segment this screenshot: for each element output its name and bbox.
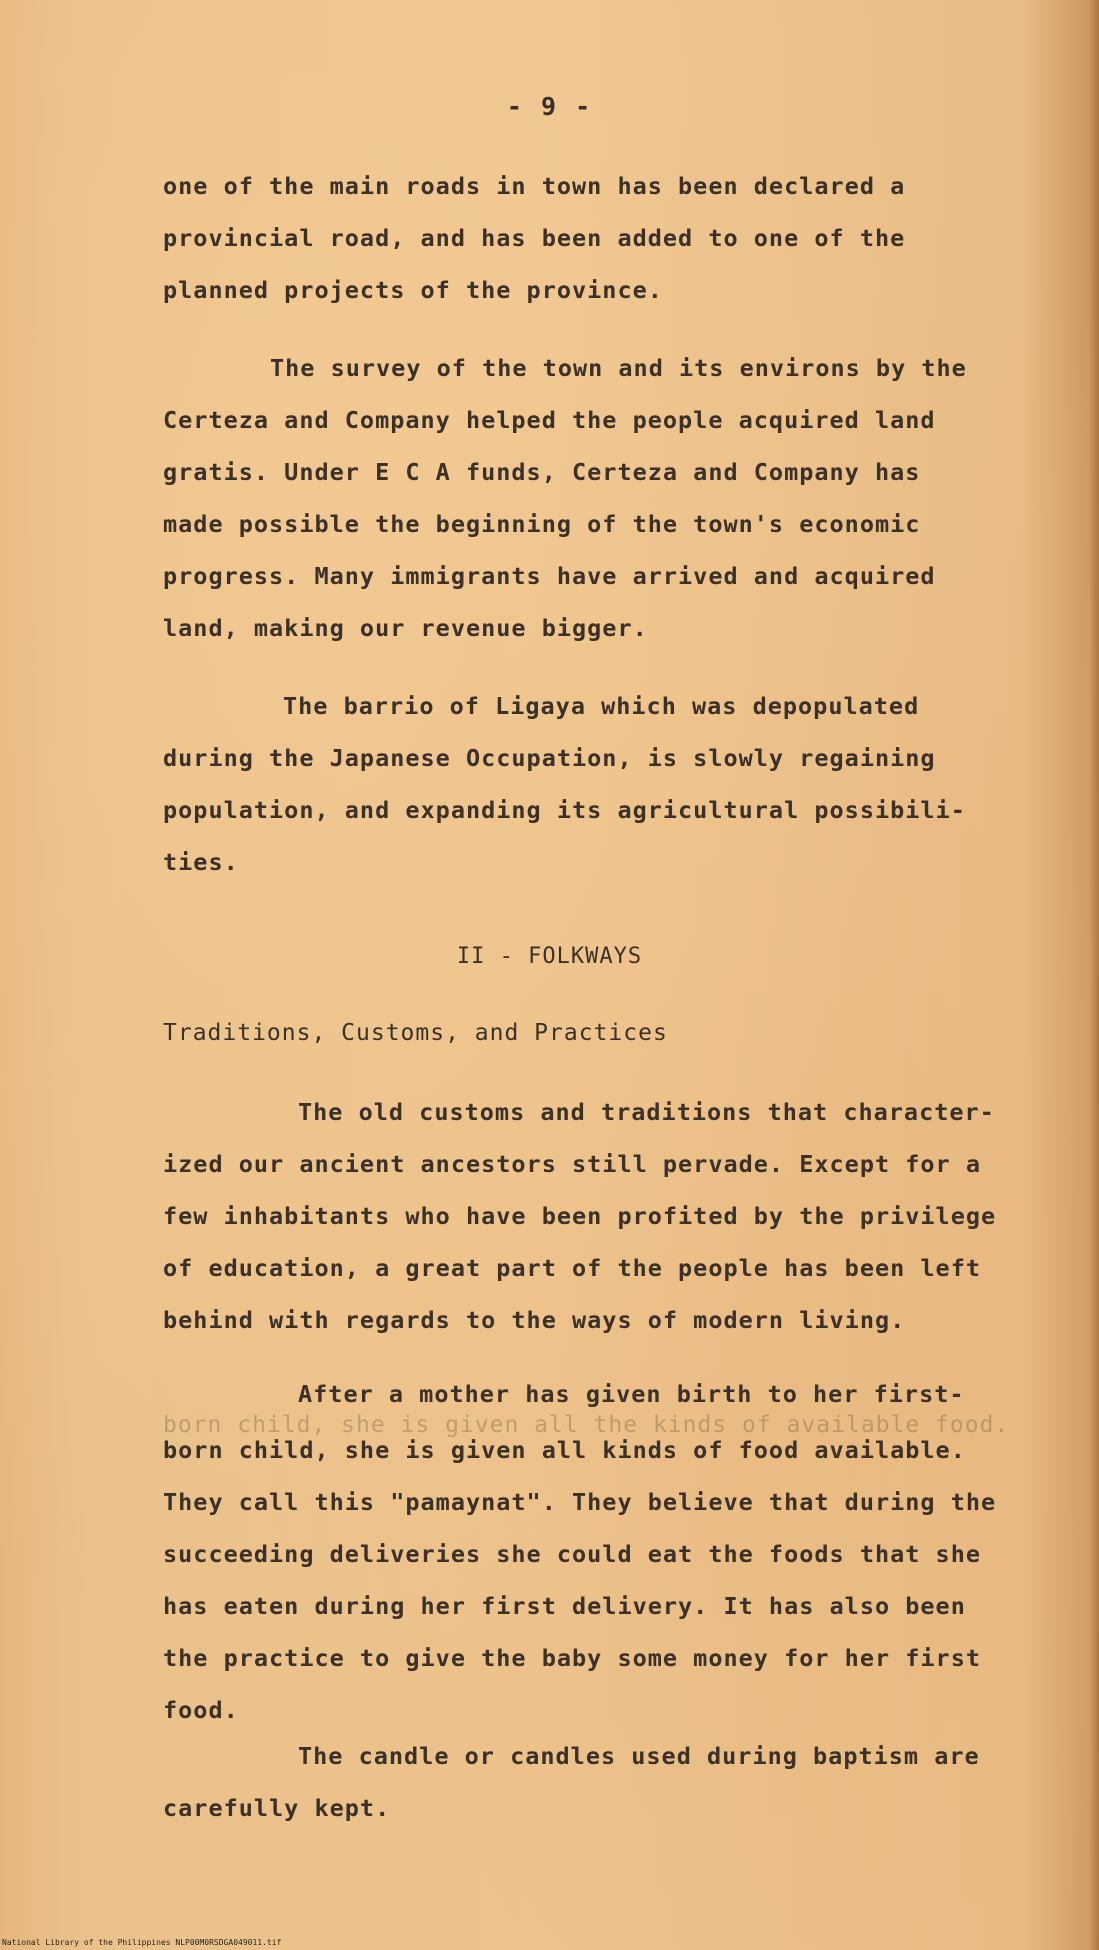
text-line: The old customs and traditions that character- — [298, 1098, 995, 1126]
text-line: The survey of the town and its environs by the — [270, 354, 967, 382]
text-line: behind with regards to the ways of modern living. — [163, 1306, 906, 1334]
subheading: Traditions, Customs, and Practices — [163, 1020, 668, 1046]
page-number: - 9 - — [506, 92, 593, 121]
scan-footer: National Library of the Philippines NLP00M0RSDGA049011.tif — [2, 1938, 282, 1947]
text-line: planned projects of the province. — [163, 276, 663, 304]
page-edge-shadow — [1089, 0, 1099, 1950]
section-heading: II - FOLKWAYS — [456, 944, 643, 969]
text-line: carefully kept. — [163, 1794, 391, 1822]
text-line: the practice to give the baby some money for her first — [163, 1644, 982, 1672]
text-line: They call this "pamaynat". They believe that during the — [163, 1488, 997, 1516]
text-line: The barrio of Ligaya which was depopulated — [283, 692, 920, 720]
text-line: food. — [163, 1696, 239, 1724]
text-line: population, and expanding its agricultural possibili- — [163, 796, 966, 824]
text-line: of education, a great part of the people has been left — [163, 1254, 982, 1282]
text-line: has eaten during her first delivery. It has also been — [163, 1592, 966, 1620]
text-line: land, making our revenue bigger. — [163, 614, 648, 642]
text-line: The candle or candles used during baptism are — [298, 1742, 980, 1770]
text-line: succeeding deliveries she could eat the foods that she — [163, 1540, 982, 1568]
text-line: progress. Many immigrants have arrived and acquired — [163, 562, 936, 590]
text-line: few inhabitants who have been profited by the privilege — [163, 1202, 997, 1230]
text-line: born child, she is given all kinds of food available. — [163, 1436, 966, 1464]
text-line: one of the main roads in town has been declared a — [163, 172, 906, 200]
text-line: After a mother has given birth to her first- — [298, 1380, 965, 1408]
faded-overtyped-line: born child, she is given all the kinds of available food. — [163, 1412, 1010, 1438]
text-line: made possible the beginning of the town's economic — [163, 510, 921, 538]
text-line: ized our ancient ancestors still pervade. Except for a — [163, 1150, 982, 1178]
text-line: provincial road, and has been added to one of the — [163, 224, 906, 252]
text-line: Certeza and Company helped the people acquired land — [163, 406, 936, 434]
text-line: gratis. Under E C A funds, Certeza and Company has — [163, 458, 921, 486]
text-line: during the Japanese Occupation, is slowly regaining — [163, 744, 936, 772]
text-line: ties. — [163, 848, 239, 876]
